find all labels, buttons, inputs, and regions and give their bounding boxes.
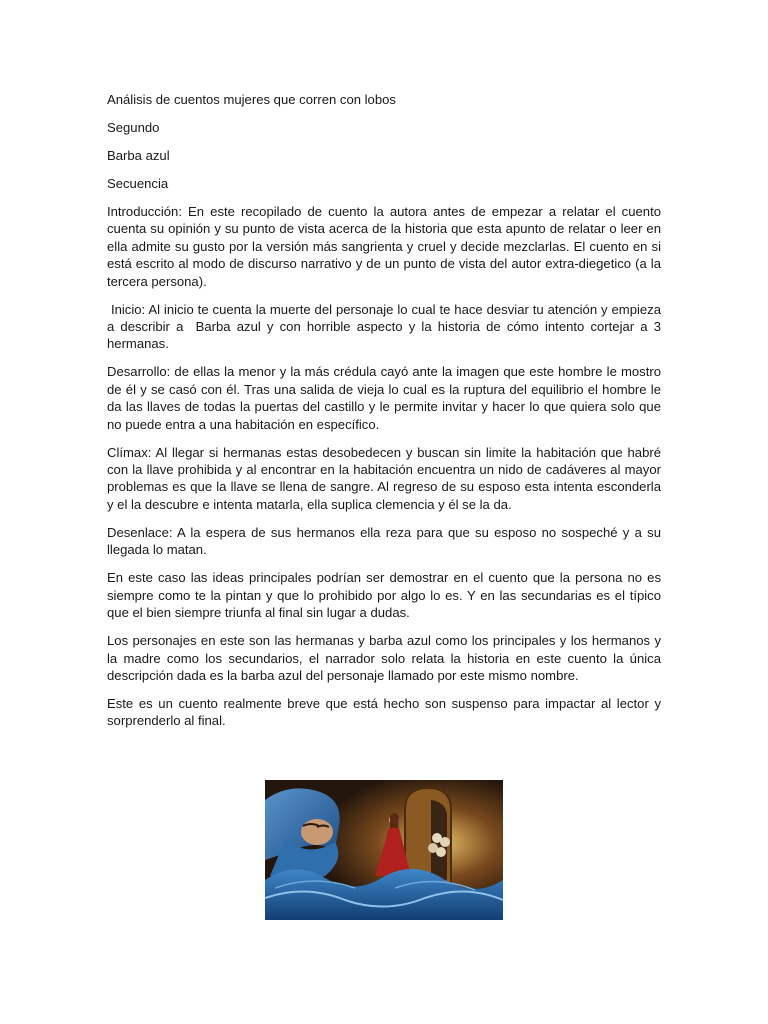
paragraph-desenlace: Desenlace: A la espera de sus hermanos ella reza para que su esposo no sospeché y a su llegada lo matan. [107, 524, 661, 558]
section-heading: Secuencia [107, 176, 169, 191]
document-body [107, 91, 665, 740]
bluebeard-illustration [265, 780, 503, 920]
story-title: Barba azul [107, 148, 170, 163]
paragraph-desarrollo: Desarrollo: de ellas la menor y la más crédula cayó ante la imagen que este hombre le mostro de él y se casó con él. Tras una salida de vieja lo cual es la ruptura del equilibrio el hombre le da las llaves de todas la puertas del castillo y le permite invitar y hacer lo que quiera solo que no puede entra a una habitación en específico. [107, 364, 661, 432]
document-part: Segundo [107, 120, 160, 135]
document-title: Análisis de cuentos mujeres que corren con lobos [107, 92, 396, 107]
paragraph-introduccion: Introducción: En este recopilado de cuento la autora antes de empezar a relatar el cuento cuenta su opinión y su punto de vista acerca de la historia que esta apunto de relatar o leer en ella admite su gusto por la versión más sangrienta y cruel y decide mezclarlas. El cuento en si está escrito al modo de discurso narrativo y de un punto de vista del autor extra-diegetico (a la tercera persona). [107, 204, 661, 289]
paragraph-ideas: En este caso las ideas principales podrían ser demostrar en el cuento que la persona no es siempre como te la pintan y que lo prohibido por algo lo es. Y en las secundarias es el típico que el bien siempre triunfa al final sin lugar a dudas. [107, 570, 661, 621]
paragraph-inicio: Inicio: Al inicio te cuenta la muerte del personaje lo cual te hace desviar tu atención y empieza a describir a Barba azul y con horrible aspecto y la historia de cómo intento cortejar a 3 hermanas. [107, 301, 665, 352]
paragraph-climax: Clímax: Al llegar si hermanas estas desobedecen y buscan sin limite la habitación que habré con la llave prohibida y al encontrar en la habitación encuentra un nido de cadáveres al mayor problemas es que la llave se llena de sangre. Al regreso de su esposo esta intenta esconderla y el la descubre e intenta matarla, ella suplica clemencia y él se la da. [107, 444, 661, 512]
paragraph-conclusion: Este es un cuento realmente breve que está hecho son suspenso para impactar al lector y sorprenderlo al final. [107, 695, 661, 729]
paragraph-personajes: Los personajes en este son las hermanas y barba azul como los principales y los hermanos y la madre como los secundarios, el narrador solo relata la historia en este cuento la única descripción dada es la barba azul del personaje llamado por este mismo nombre. [107, 633, 661, 683]
